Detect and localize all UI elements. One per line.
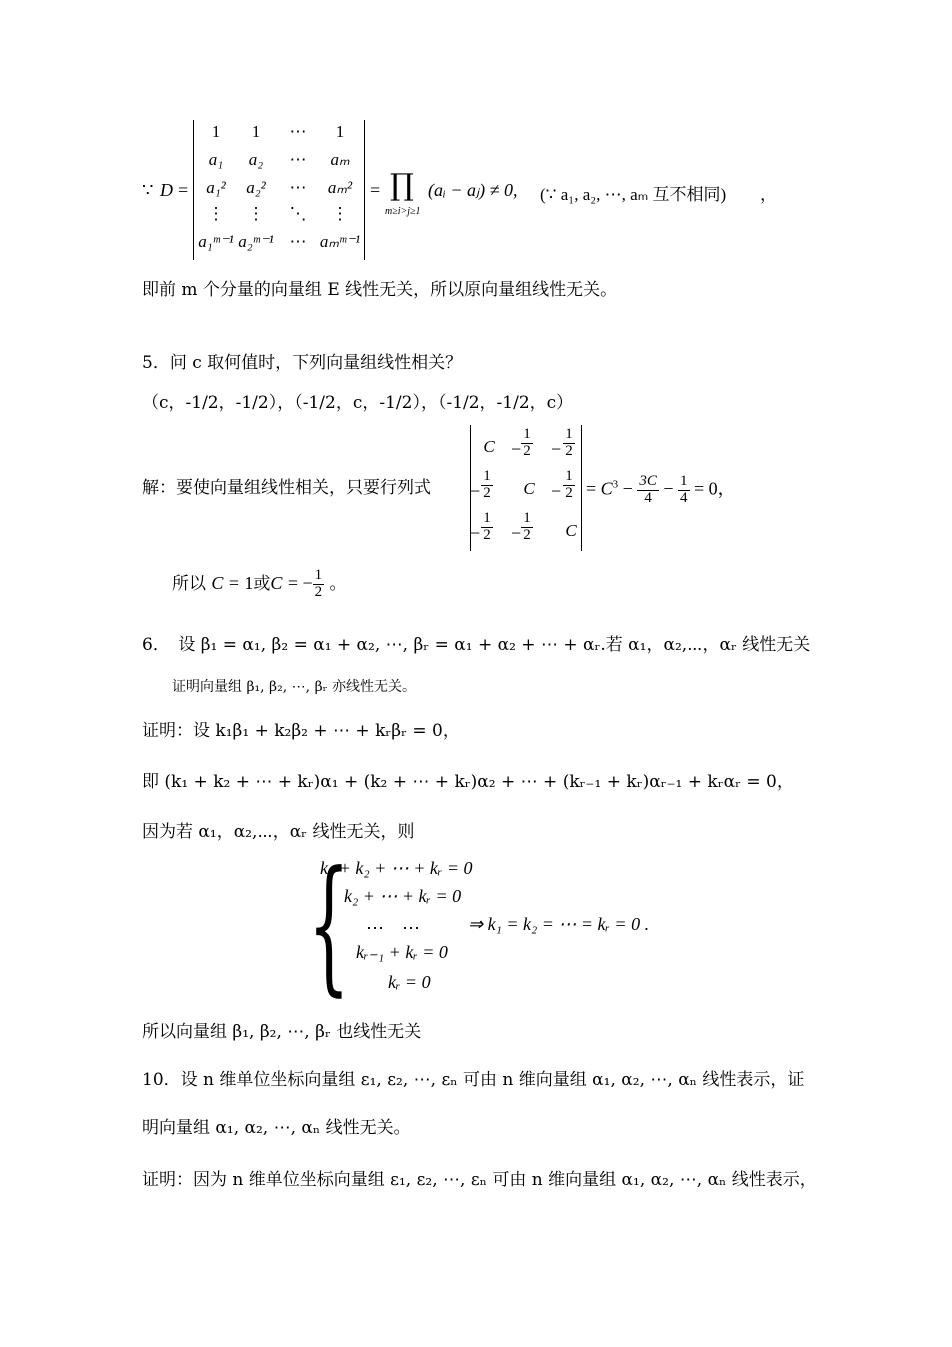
det-cell: ⋮ — [207, 204, 225, 223]
q6-conclusion: 所以向量组 β₁, β₂, ⋯, βᵣ 也线性无关 — [142, 1022, 422, 1042]
det-cell: $\frac{1}{2}$ — [483, 510, 491, 543]
system-brace: { — [308, 840, 350, 1010]
system-implication: ⇒ k₁ = k₂ = ⋯ = kᵣ = 0 . — [468, 914, 650, 934]
q5-polynomial: = $C^3$ − $\frac{3C}{4}$ − $\frac{1}{4}$ = 0， — [586, 473, 736, 506]
det-cell: a₁ — [208, 150, 224, 169]
det-cell: a₂ᵐ⁻¹ — [238, 232, 274, 251]
system-row: k₂ + ⋯ + kᵣ = 0 — [344, 886, 462, 906]
det-cell: ⋮ — [247, 204, 265, 223]
system-row: kᵣ₋₁ + kᵣ = 0 — [356, 942, 448, 962]
system-row: kᵣ = 0 — [388, 972, 431, 992]
det-cell: 1 — [211, 122, 221, 141]
det-cell: aₘᵐ⁻¹ — [319, 232, 361, 251]
det-cell: a₂² — [246, 178, 266, 197]
q10-line2: 明向量组 α₁, α₂, ⋯, αₙ 线性无关。 — [142, 1118, 411, 1138]
q10-line1: 10．设 n 维单位坐标向量组 ε₁, ε₂, ⋯, εₙ 可由 n 维向量组 α₁, α₂, ⋯, αₙ 线性表示，证 — [142, 1070, 805, 1090]
q6-line1: 6． 设 β₁ = α₁, β₂ = α₁ + α₂, ⋯, βᵣ = α₁ + α₂ + ⋯ + αᵣ.若 α₁，α₂,⋯，αᵣ 线性无关 — [142, 635, 811, 655]
product-index: m≥i>j≥1 — [385, 206, 421, 217]
det-cell: $\frac{1}{2}$ — [565, 426, 573, 459]
q6-proof-step3: 因为若 α₁，α₂,⋯，αᵣ 线性无关，则 — [142, 822, 415, 842]
det-cell: C — [483, 437, 495, 456]
trail-comma: ， — [760, 185, 777, 205]
det-cell: ⋮ — [331, 204, 349, 223]
det-cell: aₘ² — [327, 178, 353, 197]
det-cell: a₂ — [248, 150, 264, 169]
det-cell: $\frac{1}{2}$ — [565, 468, 573, 501]
because-symbol: ∵ — [142, 180, 154, 200]
det-cell: ⋯ — [289, 178, 307, 197]
q5-title: 5．问 c 取何值时，下列向量组线性相关？ — [142, 353, 463, 373]
vandermonde-determinant — [193, 120, 365, 260]
det-cell: C — [523, 479, 535, 498]
q6-proof-step1: 证明：设 k₁β₁ + k₂β₂ + ⋯ + kᵣβᵣ = 0， — [142, 721, 460, 741]
q5-determinant: C $\frac{1}{2}$ $\frac{1}{2}$ $\frac{1}{2}$ C $\frac{1}{2}$ $\frac{1}{2}$ $\frac{1}{2}$ C − − − − − − — [470, 425, 582, 551]
system-row: k₁ + k₂ + ⋯ + kᵣ = 0 — [320, 858, 473, 878]
det-cell: ⋯ — [289, 232, 307, 251]
q10-proof-step1: 证明：因为 n 维单位坐标向量组 ε₁, ε₂, ⋯, εₙ 可由 n 维向量组 α₁, α₂, ⋯, αₙ 线性表示， — [142, 1170, 817, 1190]
det-cell: $\frac{1}{2}$ — [483, 468, 491, 501]
det-cell: $\frac{1}{2}$ — [523, 510, 531, 543]
det-label-d: D — [160, 180, 173, 200]
equals-sign: = — [370, 180, 381, 200]
product-body: (aᵢ − aⱼ) ≠ 0, — [428, 180, 518, 200]
det-conclusion: 即前 m 个分量的向量组 E 线性无关，所以原向量组线性无关。 — [142, 280, 618, 300]
det-cell: aₘ — [330, 150, 350, 169]
det-cell: a₁ᵐ⁻¹ — [198, 232, 234, 251]
q6-proof-step2: 即 (k₁ + k₂ + ⋯ + kᵣ)α₁ + (k₂ + ⋯ + kᵣ)α₂ + ⋯ + (kᵣ₋₁ + kᵣ)αᵣ₋₁ + kᵣαᵣ = 0， — [142, 772, 794, 792]
det-cell: ⋱ — [289, 204, 307, 223]
det-cell: ⋯ — [289, 150, 307, 169]
equals-sign: = — [178, 180, 189, 200]
det-cell: $\frac{1}{2}$ — [523, 426, 531, 459]
q5-solution-prefix: 解：要使向量组线性相关，只要行列式 — [142, 478, 431, 498]
det-cell: 1 — [251, 122, 261, 141]
det-cell: 1 — [335, 122, 345, 141]
det-cell: ⋯ — [289, 122, 307, 141]
distinct-reason: (∵ a₁, a₂, ⋯, aₘ 互不相同) — [540, 185, 727, 204]
q5-answer: 所以 C = 1或C = − $\frac{1}{2}$ 。 — [172, 567, 347, 600]
q6-line2: 证明向量组 β₁, β₂, ⋯, βᵣ 亦线性无关。 — [172, 679, 416, 695]
system-row: ⋯ ⋯ — [366, 918, 420, 938]
product-symbol: ∏ — [390, 168, 414, 203]
q5-vectors: （c，-1/2，-1/2），（-1/2，c，-1/2），（-1/2，-1/2，c） — [142, 393, 574, 413]
det-cell: a₁² — [206, 178, 226, 197]
det-cell: C — [565, 521, 577, 540]
